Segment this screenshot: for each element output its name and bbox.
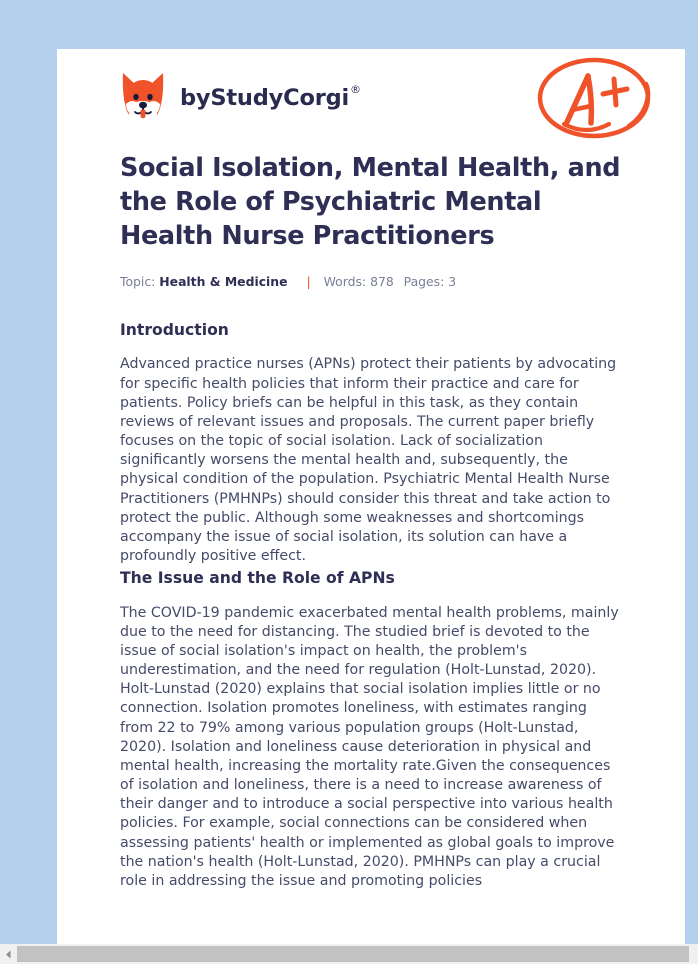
scrollbar-thumb[interactable] (17, 946, 689, 962)
chevron-left-icon (5, 950, 12, 959)
brand-header (57, 49, 685, 152)
document-page-sheet (57, 49, 685, 944)
section-paragraph-issue-and-role-of-apns: The COVID-19 pandemic exacerbated mental health problems, mainly due to the need for distancing. The studied brief is devoted to the issue of social isolation's impact on health, the problem's underestimation, and the need for regulation (Holt-Lunstad, 2020). Holt-Lunstad (2020) explains that social isolation implies little or no connection. Isolation promotes loneliness, with estimates ranging from 22 to 79% among various population groups (Holt-Lunstad, 2020). Isolation and loneliness cause deterioration in physical and mental health, increasing the mortality rate.Given the consequences of isolation and loneliness, there is a need to increase awareness of their danger and to introduce a social perspective into various health policies. For example, social connections can be considered when assessing patients' health or implemented as global goals to improve the nation's health (Holt-Lunstad, 2020). PMHNPs can play a crucial role in addressing the issue and promoting policies (120, 604, 619, 889)
meta-pages-label: Pages: (403, 273, 445, 289)
section-heading-introduction: Introduction (120, 321, 229, 340)
brand-wordmark-prefix: by (180, 85, 211, 112)
section-paragraph-introduction: Advanced practice nurses (APNs) protect their patients by advocating for specific health policies that inform their practice and care for patients. Policy briefs can be helpful in this task, as they contain reviews of relevant issues and proposals. The current paper briefly focuses on the topic of social isolation. Lack of socialization significantly worsens the mental health and, subsequently, the physical condition of the population. Psychiatric Mental Health Nurse Practitioners (PMHNPs) should consider this threat and take action to protect the public. Although some weaknesses and shortcomings accompany the issue of social isolation, its solution can have a profoundly positive effect. (120, 356, 617, 565)
brand-wordmark-name: StudyCorgi (210, 85, 350, 112)
meta-words-value: 878 (370, 273, 394, 289)
horizontal-scrollbar[interactable] (0, 944, 698, 964)
brand-lockup[interactable] (120, 71, 360, 126)
scrollbar-track[interactable] (17, 944, 698, 964)
page-title: Social Isolation, Mental Health, and the Role of Psychiatric Mental Health Nurse Practitioners (120, 153, 621, 251)
document-meta-line (120, 273, 622, 290)
document-body (57, 152, 685, 891)
brand-wordmark (180, 83, 361, 112)
meta-topic (120, 274, 291, 289)
meta-topic-label: Topic: (120, 273, 156, 289)
meta-separator: | (306, 273, 311, 289)
meta-pages (404, 274, 456, 289)
meta-words-label: Words: (323, 273, 367, 289)
corgi-face-icon (120, 71, 166, 126)
a-plus-grade-badge-icon (533, 54, 655, 142)
registered-trademark-icon: ® (350, 83, 361, 97)
scroll-left-button[interactable] (0, 944, 17, 964)
meta-pages-value: 3 (448, 273, 457, 289)
meta-words (324, 274, 398, 289)
meta-topic-value[interactable]: Health & Medicine (159, 273, 288, 289)
section-heading-issue-and-role-of-apns: The Issue and the Role of APNs (120, 569, 395, 588)
